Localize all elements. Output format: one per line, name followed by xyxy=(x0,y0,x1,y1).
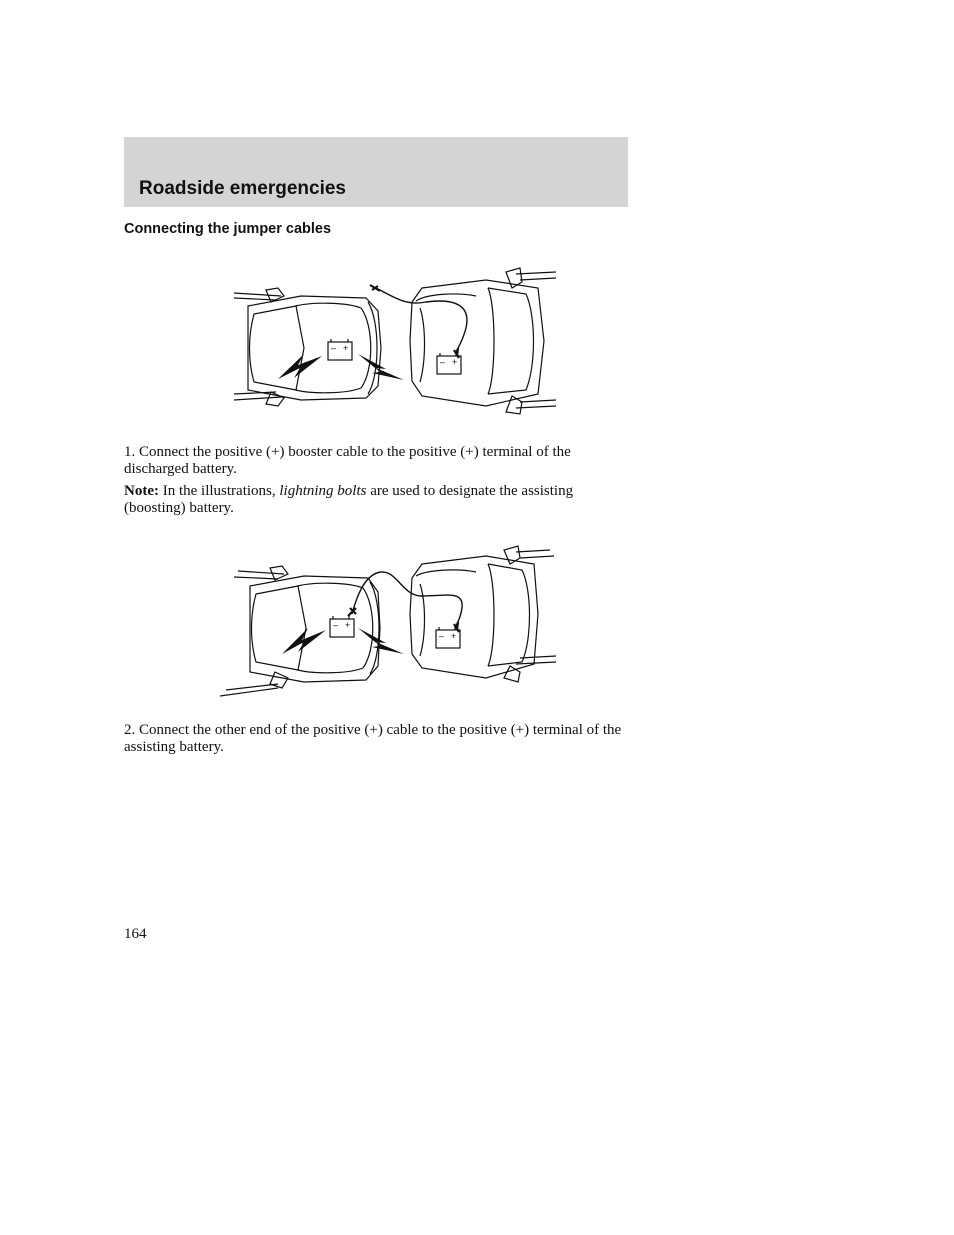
battery-plus-label: + xyxy=(345,620,351,630)
section-header-band xyxy=(124,137,628,207)
disabled-car-drawing xyxy=(410,268,556,414)
battery-plus-label: + xyxy=(343,343,349,353)
battery-minus-label: – xyxy=(333,620,339,630)
step-2-instruction: 2. Connect the other end of the positive (+) cable to the positive (+) terminal of the assisting battery. xyxy=(124,722,622,755)
illustration-step-1 xyxy=(226,266,562,428)
note-label: Note: xyxy=(124,483,159,499)
note-text-after: are used to designate the assisting (boosting) battery. xyxy=(124,483,574,516)
note-text-before: In the illustrations, xyxy=(158,483,280,499)
assisting-car-drawing xyxy=(234,288,381,406)
illustration-step-2 xyxy=(216,544,562,706)
note-emphasis: lightning bolts xyxy=(279,483,367,499)
battery-plus-label: + xyxy=(451,631,457,641)
note-paragraph xyxy=(124,483,624,517)
lightning-bolt-icon xyxy=(278,354,322,379)
assisting-car-drawing xyxy=(220,566,380,696)
cable-clamp-icon xyxy=(370,285,380,291)
battery-minus-label: – xyxy=(331,343,337,353)
disabled-car-drawing xyxy=(410,546,556,682)
page-number: 164 xyxy=(124,926,147,942)
battery-plus-label: + xyxy=(452,357,458,367)
lightning-bolt-icon xyxy=(358,354,404,380)
cable-clamp-icon xyxy=(348,608,356,616)
subheading: Connecting the jumper cables xyxy=(124,221,332,237)
battery-minus-label: – xyxy=(440,357,446,367)
step-1-instruction: 1. Connect the positive (+) booster cable to the positive (+) terminal of the discharged battery. xyxy=(124,444,571,477)
battery-minus-label: – xyxy=(439,631,445,641)
section-title: Roadside emergencies xyxy=(139,178,346,199)
lightning-bolt-icon xyxy=(358,628,404,654)
lightning-bolt-icon xyxy=(282,628,326,654)
